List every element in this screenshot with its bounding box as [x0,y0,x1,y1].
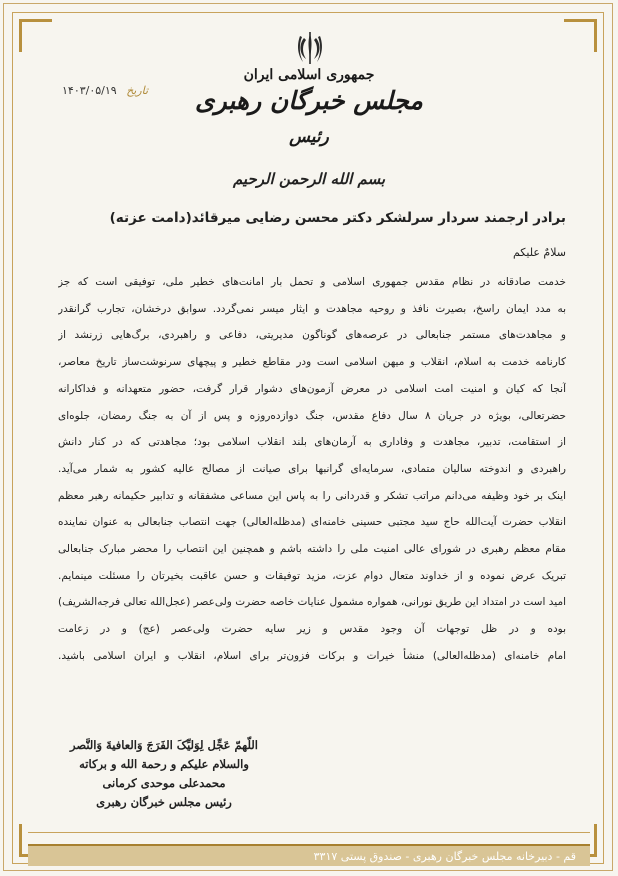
letter-line: تبریک عرض نموده و از خداوند متعال دوام عزت، مزید توفیقات و حسن عاقبت بخیرتان را مسئلت مینمایم. [58,569,566,582]
letter-line: مقام معظم رهبری در شورای عالی امنیت ملی را داشته باشم و همچنین این انتصاب را محضر مبارک جنابعالی [58,543,566,556]
letter-line: آنجا که کیان و امنیت امت اسلامی در معرض آزمون‌های دشوار قرار گرفت، حضور متعهدانه و فداکارانه [58,382,566,395]
letter-line: امید است در امتداد این طریق نورانی، همواره مشمول عنایات خاصه حضرت ولی‌عصر (عجل‌الله تعالی فرجه‌الشریف) [58,596,566,609]
letter-line: از استقامت، تدبیر، مجاهدت و وفاداری به آرمان‌های بلند انقلاب اسلامی بود؛ مجاهدتی که در کنار دانش [58,436,566,449]
letter-line: راهبردی و اندوخته سالیان متمادی، سرمایه‌ای گرانبها برای صیانت از مصالح عالیه کشور به شمار می‌آید. [58,462,566,475]
letter-line: کارنامه خدمت به اسلام، انقلاب و میهن اسلامی است ودر مقاطع خطیر و پیچهای سرنوشت‌ساز تاریخ معاصر، [58,356,566,369]
date-block [62,84,148,97]
letter-line: و مجاهدت‌های مستمر جنابعالی در عرصه‌های گوناگون مدیریتی، دفاعی و راهبردی، برگ‌هایی زرنشد از [58,329,566,342]
bismillah-heading: بسم الله الرحمن الرحیم [232,170,386,188]
corner-ornament [19,19,52,52]
footer-address-bar: قم - دبیرخانه مجلس خبرگان رهبری - صندوق پستی ۳۳۱۷ [28,844,590,866]
corner-ornament [564,19,597,52]
signature-block [64,736,264,812]
letter-line: امام خامنه‌ای (مدظله‌العالی) منشأ خیرات و برکات فزون‌تر برای اسلام، انقلاب و ایران اسلامی باشید. [58,649,566,662]
org-name-line: مجلس خبرگان رهبری [195,86,423,115]
org-country-line: جمهوری اسلامی ایران [243,67,375,83]
letter-salutation: برادر ارجمند سردار سرلشکر دکتر محسن رضایی میرقائد(دامت عزته) [109,210,566,226]
letter-line: اینک بر خود وظیفه می‌دانم مراتب تشکر و قدردانی را به پاس این مساعی مشفقانه و تدابیر حکیمانه رهبر معظم [58,489,566,502]
letter-line: خدمت صادقانه در نظام مقدس جمهوری اسلامی و تحمل بار امانت‌های خطیر ملی، توفیقی است که جز [58,276,566,288]
footer-divider [28,832,590,837]
letter-body [58,210,566,670]
closing-prayer: اللّهمّ عَجِّل لِوَلیِّکَ الفَرَجَ وَالعافیةَ وَالنَّصر [70,738,258,752]
org-office-line: رئیس [289,127,329,147]
letter-line: بوده و در ظل توجهات آن وجود مقدس و زیر سایه حضرت ولی‌عصر (عج) و در زعامت [58,623,566,636]
closing-salam: والسلام علیکم و رحمة الله و برکاته [79,757,249,771]
letter-line: به مدد ایمان راسخ، بصیرت نافذ و روحیه مجاهدت و ایثار میسر نمی‌گردد. سوابق درخشان، تجارب گرانقدر [58,302,566,315]
iran-emblem-icon [297,32,323,66]
letter-greeting: سلامٌ علیکم [512,246,566,259]
signer-name: محمدعلی موحدی کرمانی [102,776,226,790]
letter-line: حضرتعالی، بویژه در جریان ۸ سال دفاع مقدس، جنگ دوازده‌روزه و پس از آن به جنگ رمضان، جلوه‌ای [58,409,566,422]
date-value: ۱۴۰۳/۰۵/۱۹ [62,84,117,97]
letter-line: انقلاب حضرت آیت‌الله حاج سید مجتبی حسینی خامنه‌ای (مدظله‌العالی) جهت انتصاب جنابعالی به عنوان نماینده [58,516,566,529]
signer-title: رئیس مجلس خبرگان رهبری [96,795,232,809]
date-label: تاریخ [126,84,149,97]
